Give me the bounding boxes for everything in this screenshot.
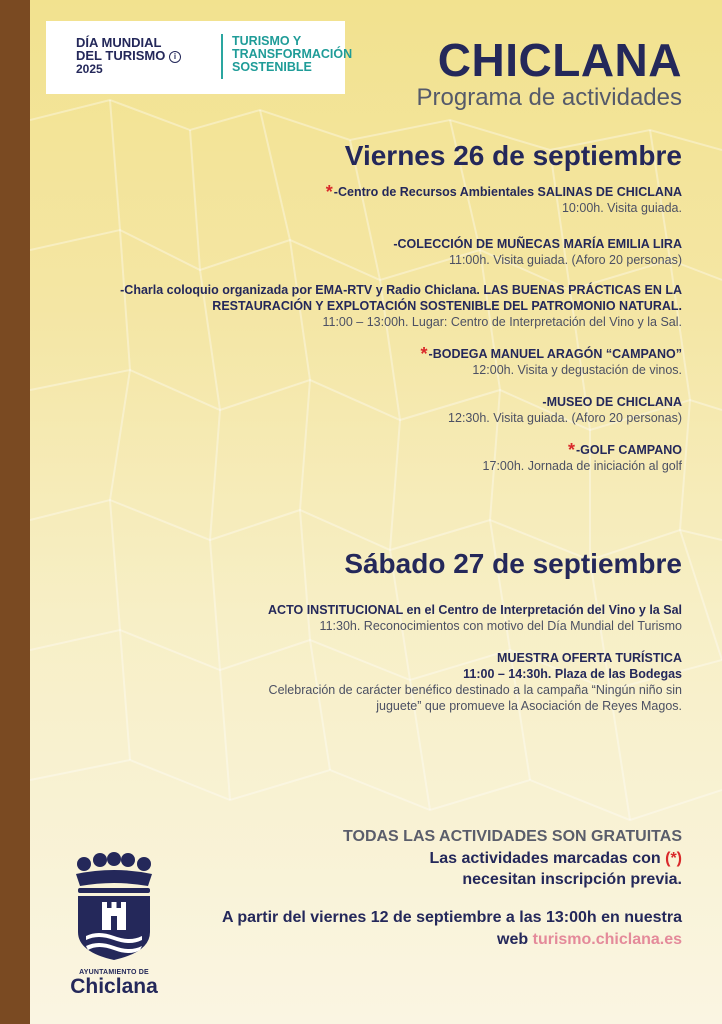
event-item <box>82 282 682 330</box>
city-council-crest <box>68 852 160 998</box>
logo-right-line-2: TRANSFORMACIÓN <box>232 47 353 61</box>
free-activities-note: TODAS LAS ACTIVIDADES SON GRATUITAS <box>343 828 682 845</box>
event-detail: 17:00h. Jornada de iniciación al golf <box>482 459 682 473</box>
crest-name: Chiclana <box>70 975 158 998</box>
event-item <box>82 236 682 268</box>
event-detail: 12:00h. Visita y degustación de vinos. <box>472 363 682 377</box>
event-detail: 11:00h. Visita guiada. (Aforo 20 personas) <box>448 253 682 267</box>
friday-events <box>82 184 682 487</box>
event-title-line-1: -Charla coloquio organizada por EMA-RTV y Radio Chiclana. LAS BUENAS PRÁCTICAS EN LA <box>120 283 682 297</box>
event-title-line-2: 11:00 – 14:30h. Plaza de las Bodegas <box>463 667 682 681</box>
marked-activities-note: Las actividades marcadas con (*) <box>429 850 682 867</box>
event-title: ACTO INSTITUCIONAL en el Centro de Interpretación del Vino y la Sal <box>268 603 682 617</box>
coat-of-arms-icon <box>68 852 160 962</box>
event-title: -BODEGA MANUEL ARAGÓN “CAMPANO” <box>428 347 682 361</box>
event-item <box>82 602 682 634</box>
event-detail-line-2: juguete” que promueve la Asociación de Reyes Magos. <box>376 699 682 713</box>
event-item <box>82 442 682 474</box>
asterisk-mark: * <box>420 344 428 364</box>
logo-left-text <box>76 36 188 76</box>
world-tourism-day-logo <box>46 21 353 94</box>
left-brown-bar <box>0 0 30 1024</box>
event-detail: 11:00 – 13:00h. Lugar: Centro de Interpretación del Vino y la Sal. <box>322 315 682 329</box>
saturday-events <box>82 602 682 724</box>
title-block <box>417 34 682 112</box>
page-subtitle: Programa de actividades <box>416 84 682 111</box>
asterisk-mark: * <box>325 182 333 202</box>
web-line: web turismo.chiclana.es <box>497 931 682 948</box>
page-title: CHICLANA <box>437 34 682 86</box>
info-icon: i <box>169 51 181 63</box>
asterisk-symbol: (*) <box>665 850 682 867</box>
logo-line-1: DÍA MUNDIAL <box>76 35 162 50</box>
registration-date-note: A partir del viernes 12 de septiembre a las 13:00h en nuestra <box>221 909 682 926</box>
saturday-heading: Sábado 27 de septiembre <box>344 548 682 579</box>
event-item <box>82 394 682 426</box>
logo-line-2: DEL TURISMO i <box>76 49 188 63</box>
event-title: -Centro de Recursos Ambientales SALINAS DE CHICLANA <box>333 185 682 199</box>
friday-heading: Viernes 26 de septiembre <box>344 140 682 171</box>
logo-right-line-3: SOSTENIBLE <box>232 60 312 74</box>
event-item <box>82 650 682 714</box>
footer-notes <box>122 826 682 950</box>
event-title: -GOLF CAMPANO <box>575 443 682 457</box>
website-link[interactable]: turismo.chiclana.es <box>532 931 682 948</box>
event-detail-line-1: Celebración de carácter benéfico destinado a la campaña “Ningún niño sin <box>268 683 682 697</box>
logo-right-line-1: TURISMO Y <box>232 34 302 48</box>
asterisk-mark: * <box>567 440 575 460</box>
event-title-line-1: MUESTRA OFERTA TURÍSTICA <box>497 651 682 665</box>
logo-divider <box>221 34 223 79</box>
event-detail: 12:30h. Visita guiada. (Aforo 20 personas) <box>448 411 682 425</box>
crest-label: AYUNTAMIENTO DE <box>79 969 149 976</box>
logo-right-text <box>232 35 352 74</box>
registration-note: necesitan inscripción previa. <box>462 871 682 888</box>
event-title: -MUSEO DE CHICLANA <box>542 395 682 409</box>
event-detail: 11:30h. Reconocimientos con motivo del Día Mundial del Turismo <box>319 619 682 633</box>
event-item <box>82 346 682 378</box>
event-title-line-2: RESTAURACIÓN Y EXPLOTACIÓN SOSTENIBLE DEL PATROMONIO NATURAL. <box>212 299 682 313</box>
event-detail: 10:00h. Visita guiada. <box>561 201 682 215</box>
event-item <box>82 184 682 216</box>
event-title: -COLECCIÓN DE MUÑECAS MARÍA EMILIA LIRA <box>393 237 682 251</box>
logo-year: 2025 <box>76 61 103 76</box>
